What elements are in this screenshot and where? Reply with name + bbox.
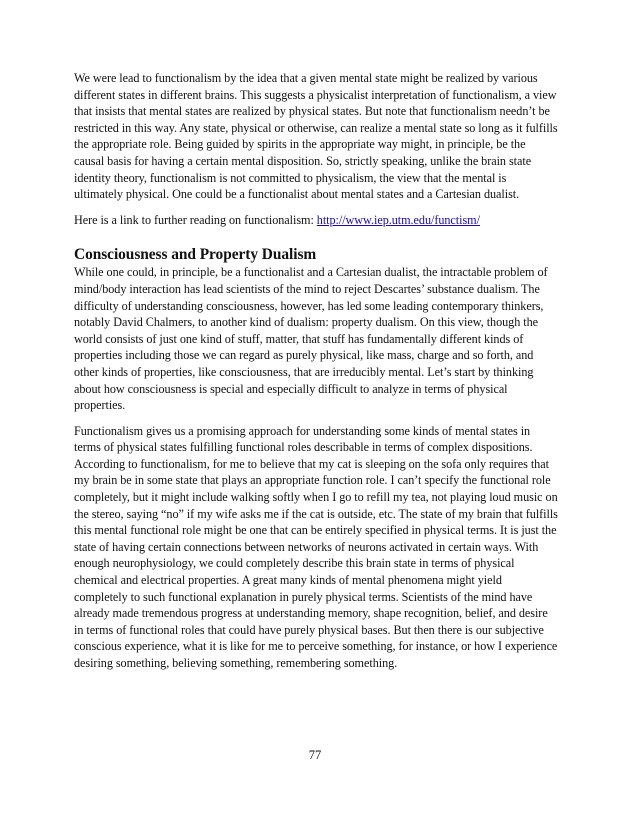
further-reading-prefix: Here is a link to further reading on functionalism: xyxy=(74,212,317,227)
paragraph-functional-roles: Functionalism gives us a promising approach for understanding some kinds of mental states in terms of physical states fulfilling functional roles describable in terms of complex dispositions. According to functionalism, for me to believe that my cat is sleeping on the sofa only requires that my brain be in some state that plays an appropriate function role. I can’t specify the functional role completely, but it might include walking softly when I go to refill my tea, not playing loud music on the stereo, saying “no” if my wife asks me if the cat is outside, etc. The state of my brain that fulfills this mental functional role might be one that can be entirely specified in physical terms. It is just the state of having certain connections between networks of neurons activated in certain ways. With enough neurophysiology, we could completely describe this brain state in terms of physical chemical and electrical properties. A great many kinds of mental phenomena might yield completely to such functional explanation in purely physical terms. Scientists of the mind have already made tremendous progress at understanding memory, shape recognition, belief, and desire in terms of functional roles that could have purely physical bases. But then there is our subjective conscious experience, what it is like for me to perceive something, for instance, or how I experience desiring something, believing something, remembering something. xyxy=(74,423,558,670)
paragraph-functionalism-physicalism: We were lead to functionalism by the idea that a given mental state might be realized by various different states in different brains. This suggests a physicalist interpretation of functionalism, a view that insists that mental states are realized by physical states. But note that functionalism needn’t be restricted in this way. Any state, physical or otherwise, can realize a mental state so long as it fulfills the appropriate role. Being guided by spirits in the appropriate way might, in principle, be the causal basis for having a certain mental disposition. So, strictly speaking, unlike the brain state identity theory, functionalism is not committed to physicalism, the view that the mental is ultimately physical. One could be a functionalist about mental states and a Cartesian dualist. xyxy=(74,71,558,202)
page-content xyxy=(74,70,558,681)
page-number: 77 xyxy=(308,748,322,762)
further-reading-line xyxy=(74,212,558,229)
paragraph-property-dualism: While one could, in principle, be a functionalist and a Cartesian dualist, the intractable problem of mind/body interaction has lead scientists of the mind to reject Descartes’ substance dualism. The difficulty of understanding consciousness, however, has led some leading contemporary thinkers, notably David Chalmers, to another kind of dualism: property dualism. On this view, though the world consists of just one kind of stuff, matter, that stuff has fundamentally different kinds of properties including those we can regard as purely physical, like mass, charge and so forth, and other kinds of properties, like consciousness, that are irreducibly mental. Let’s start by thinking about how consciousness is special and especially difficult to analyze in terms of physical properties. xyxy=(74,265,548,413)
section-heading: Consciousness and Property Dualism xyxy=(74,246,317,264)
further-reading-link[interactable]: http://www.iep.utm.edu/functism/ xyxy=(316,212,480,227)
